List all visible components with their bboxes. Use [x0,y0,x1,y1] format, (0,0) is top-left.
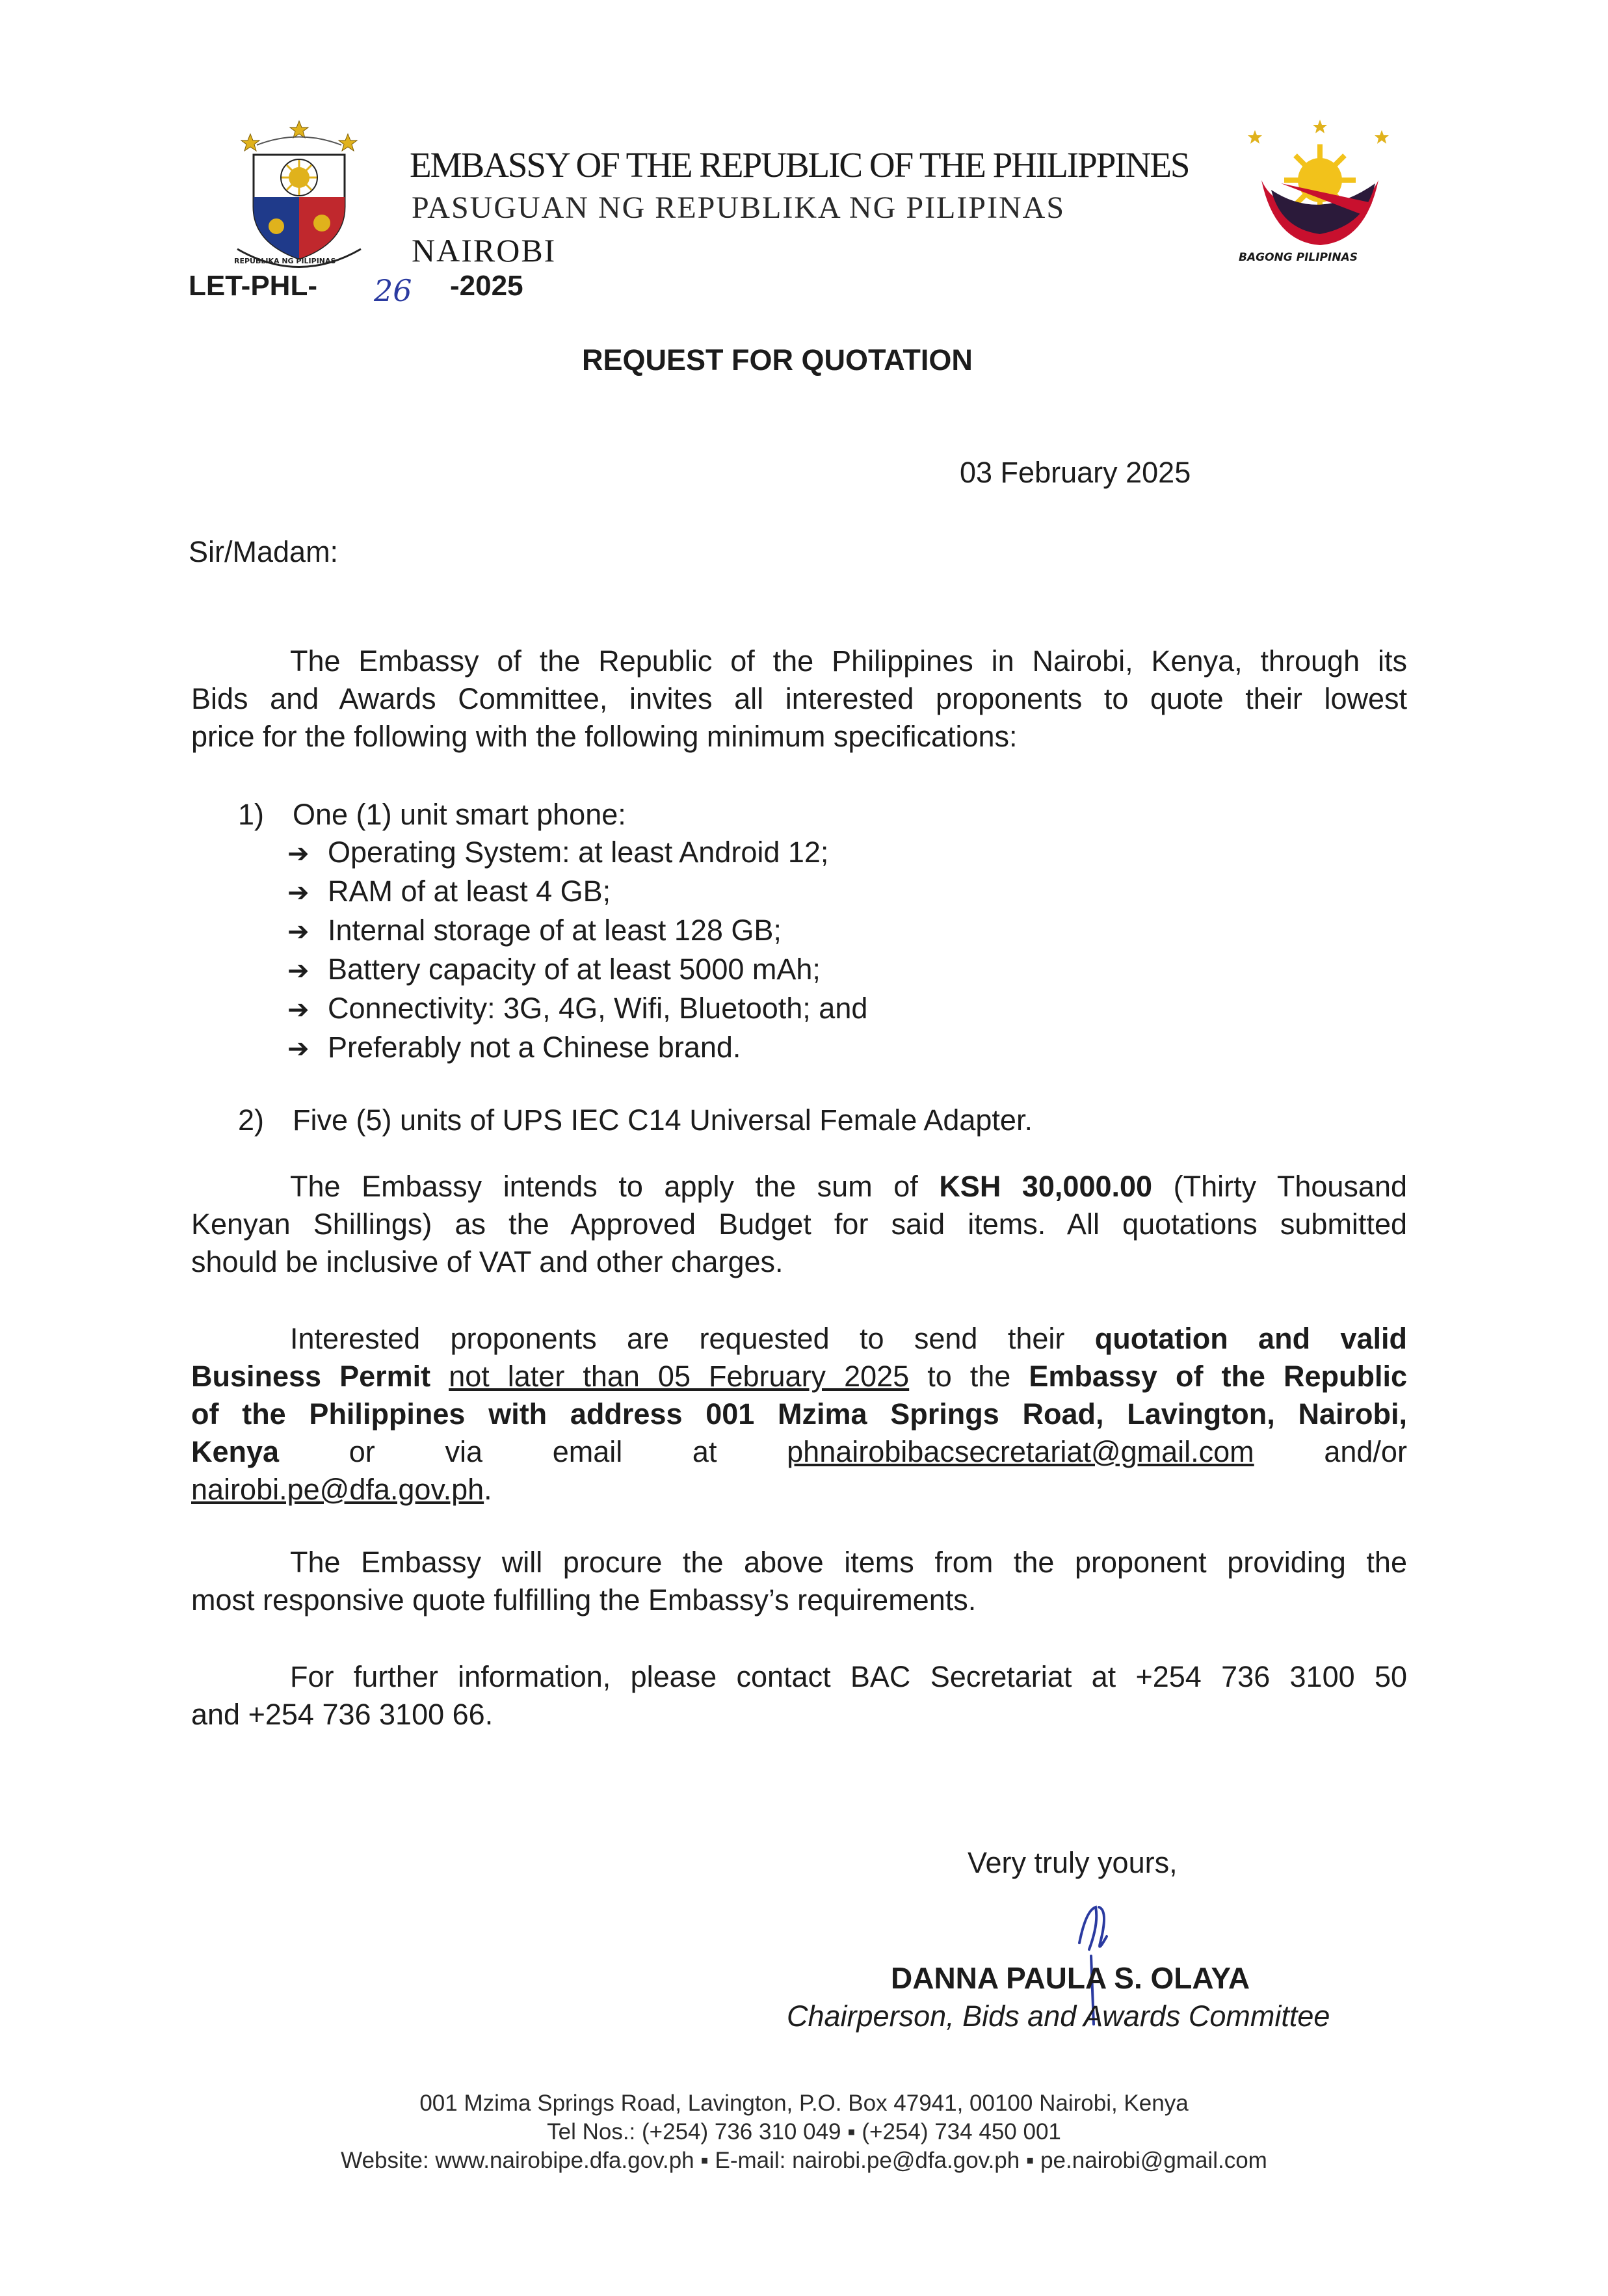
budget-line: The Embassy intends to apply the sum of KSH 30,000.00 (Thirty Thousand [290,1170,1407,1203]
submission-line: Business Permit not later than 05 February 2025 to the Embassy of the Republic [191,1360,1407,1393]
procure-line: The Embassy will procure the above items from the proponent providing the [290,1546,1407,1579]
reference-number-handwritten: 26 [374,273,412,308]
email-link-embassy[interactable]: nairobi.pe@dfa.gov.ph [191,1473,484,1506]
contact-line: For further information, please contact BAC Secretariat at +254 736 3100 50 [290,1660,1407,1693]
spec-line: ➔ RAM of at least 4 GB; [287,873,1033,912]
arrow-right-icon: ➔ [287,1035,310,1063]
salutation: Sir/Madam: [189,535,339,568]
reference-prefix: LET-PHL- [189,270,317,302]
item-label: Five (5) units of UPS IEC C14 Universal Female Adapter. [293,1103,1033,1137]
submission-line: nairobi.pe@dfa.gov.ph. [191,1473,492,1506]
bagong-pilipinas-logo [1235,118,1404,268]
embassy-seal [231,116,367,278]
embassy-city: NAIROBI [412,232,557,269]
footer-telephone: Tel Nos.: (+254) 736 310 049 ▪ (+254) 734 450 001 [547,2119,1061,2144]
arrow-right-icon: ➔ [287,917,310,946]
email-link-bac[interactable]: phnairobibacsecretariat@gmail.com [787,1435,1254,1468]
signatory-position: Chairperson, Bids and Awards Committee [787,1999,1330,2033]
intro-line: price for the following with the following minimum specifications: [191,720,1018,753]
intro-paragraph [191,642,1407,756]
budget-line: Kenyan Shillings) as the Approved Budget for said items. All quotations submitted [191,1207,1407,1241]
intro-line: Bids and Awards Committee, invites all interested proponents to quote their lowest [191,682,1407,715]
document-date: 03 February 2025 [960,456,1191,489]
budget-paragraph [191,1168,1407,1281]
list-item [238,1102,1033,1139]
arrow-right-icon: ➔ [287,996,310,1024]
spec-line: ➔ Internal storage of at least 128 GB; [287,912,1033,951]
item-number: 2) [238,1103,265,1137]
budget-amount: KSH 30,000.00 [939,1170,1153,1203]
submission-line: Interested proponents are requested to send their quotation and valid [290,1322,1407,1355]
bagong-pilipinas-logo-text: BAGONG PILIPINAS [1239,251,1358,264]
spec-line: ➔ Battery capacity of at least 5000 mAh; [287,951,1033,990]
signatory-name: DANNA PAULA S. OLAYA [891,1961,1250,1995]
arrow-right-icon: ➔ [287,957,310,985]
procure-line: most responsive quote fulfilling the Embassy’s requirements. [191,1583,977,1616]
item-number: 1) [238,798,265,831]
budget-line: should be inclusive of VAT and other charges. [191,1245,784,1278]
document-title: REQUEST FOR QUOTATION [582,343,973,376]
list-item [238,796,1033,834]
procure-paragraph [191,1544,1407,1619]
submission-line: Kenya or via email at phnairobibacsecretariat@gmail.com and/or [191,1435,1407,1468]
embassy-title-english: EMBASSY OF THE REPUBLIC OF THE PHILIPPINES [410,145,1189,185]
deadline-text: not later than 05 February 2025 [449,1360,910,1393]
footer-website: Website: www.nairobipe.dfa.gov.ph ▪ E-mail: nairobi.pe@dfa.gov.ph ▪ pe.nairobi@gmail.com [341,2148,1267,2173]
spec-line: ➔ Operating System: at least Android 12; [287,834,1033,873]
spec-line: ➔ Preferably not a Chinese brand. [287,1029,1033,1068]
contact-paragraph [191,1658,1407,1734]
arrow-right-icon: ➔ [287,878,310,907]
intro-line: The Embassy of the Republic of the Philippines in Nairobi, Kenya, through its [290,644,1407,678]
reference-suffix: -2025 [450,270,523,302]
valediction: Very truly yours, [968,1846,1178,1879]
submission-paragraph [191,1320,1407,1509]
spec-line: ➔ Connectivity: 3G, 4G, Wifi, Bluetooth; and [287,990,1033,1029]
submission-line: of the Philippines with address 001 Mzima Springs Road, Lavington, Nairobi, [191,1397,1407,1431]
item-label: One (1) unit smart phone: [293,798,626,831]
embassy-title-filipino: PASUGUAN NG REPUBLIKA NG PILIPINAS [412,191,1066,225]
seal-scroll-text: REPUBLIKA NG PILIPINAS [234,257,336,265]
contact-line: and +254 736 3100 66. [191,1698,494,1731]
footer-address: 001 Mzima Springs Road, Lavington, P.O. Box 47941, 00100 Nairobi, Kenya [419,2091,1189,2116]
arrow-right-icon: ➔ [287,839,310,868]
item-list [238,796,1033,1139]
